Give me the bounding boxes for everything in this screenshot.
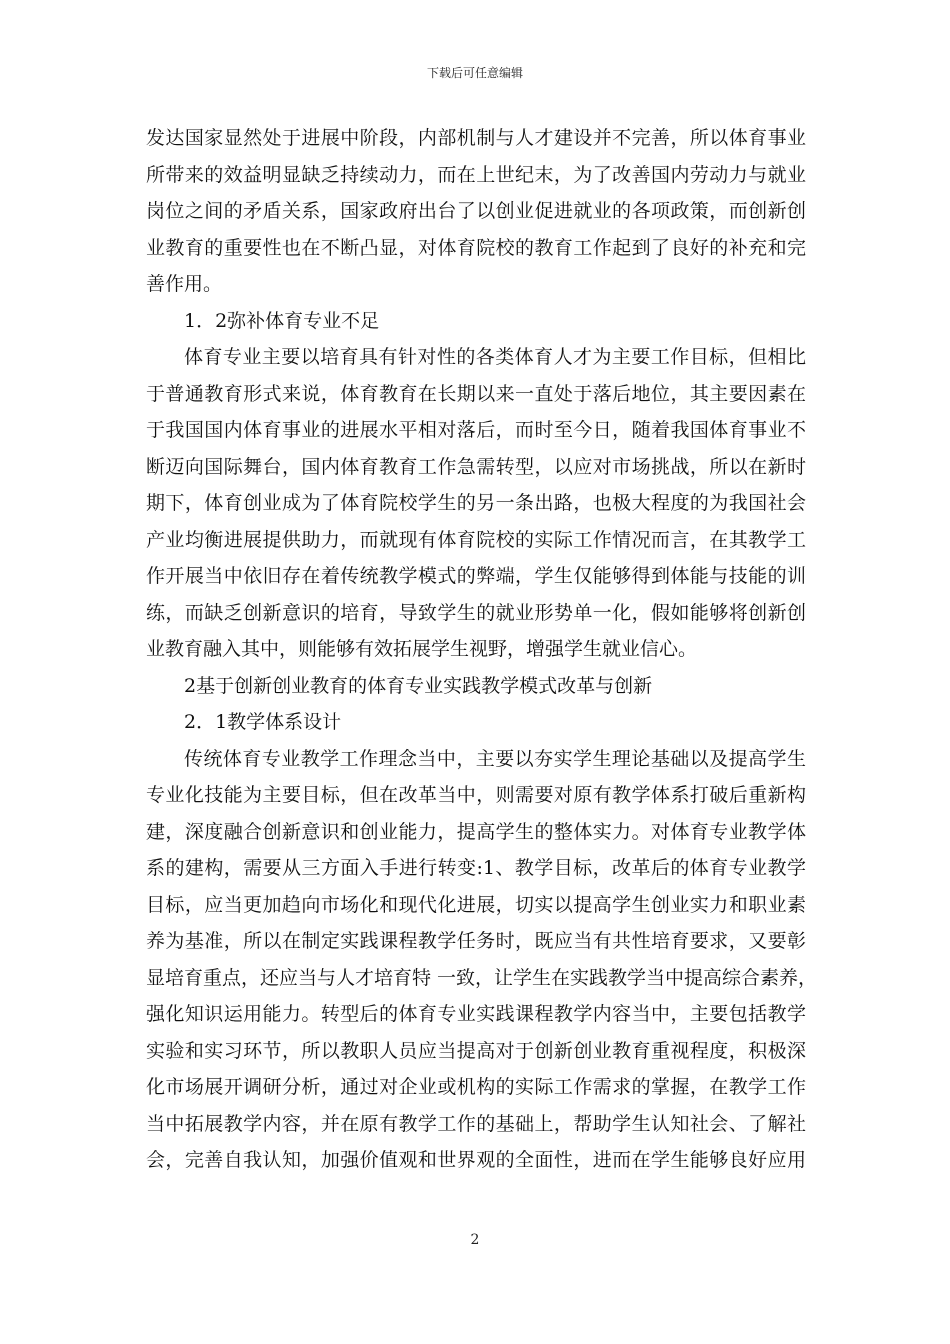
- text-line: 传统体育专业教学工作理念当中，主要以夯实学生理论基础以及提高学生: [184, 747, 806, 770]
- text-line: 建，深度融合创新意识和创业能力，提高学生的整体实力。对体育专业教学体: [146, 820, 806, 843]
- text-line: 实验和实习环节，所以教职人员应当提高对于创新创业教育重视程度，积极深: [146, 1039, 806, 1062]
- text-line: 断迈向国际舞台，国内体育教育工作急需转型，以应对市场挑战，所以在新时: [146, 455, 806, 478]
- text-line: 发达国家显然处于进展中阶段，内部机制与人才建设并不完善，所以体育事业: [146, 127, 806, 149]
- text-line: 体育专业主要以培育具有针对性的各类体育人才为主要工作目标，但相比: [184, 346, 806, 368]
- page-header: 下载后可任意编辑: [426, 66, 523, 80]
- document-body: [146, 120, 818, 1179]
- text-line: 产业均衡进展提供助力，而就现有体育院校的实际工作情况而言，在其教学工: [146, 528, 806, 551]
- text-line: 业教育融入其中，则能够有效拓展学生视野，增强学生就业信心。: [146, 638, 698, 660]
- text-line: 善作用。: [146, 273, 223, 295]
- text-line: 所带来的效益明显缺乏持续动力，而在上世纪末，为了改善国内劳动力与就业: [146, 163, 806, 186]
- text-line: 于普通教育形式来说，体育教育在长期以来一直处于落后地位，其主要因素在: [146, 382, 806, 405]
- text-line: 会，完善自我认知，加强价值观和世界观的全面性，进而在学生能够良好应用: [146, 1149, 806, 1171]
- text-line: 岗位之间的矛盾关系，国家政府出台了以创业促进就业的各项政策，而创新创: [146, 200, 806, 222]
- section-heading: 2基于创新创业教育的体育专业实践教学模式改革与创新: [184, 674, 653, 697]
- text-line: 专业化技能为主要目标，但在改革当中，则需要对原有教学体系打破后重新构: [146, 784, 806, 806]
- text-line: 系的建构，需要从三方面入手进行转变:1、教学目标，改革后的体育专业教学: [146, 857, 806, 879]
- text-line: 练，而缺乏创新意识的培育，导致学生的就业形势单一化，假如能够将创新创: [146, 601, 806, 624]
- text-line: 显培育重点，还应当与人才培育特 一致，让学生在实践教学当中提高综合素养，: [146, 966, 818, 989]
- text-line: 当中拓展教学内容，并在原有教学工作的基础上，帮助学生认知社会、了解社: [146, 1112, 806, 1135]
- text-line: 养为基准，所以在制定实践课程教学任务时，既应当有共性培育要求，又要彰: [146, 930, 806, 952]
- text-line: 目标，应当更加趋向市场化和现代化进展，切实以提高学生创业实力和职业素: [146, 893, 806, 916]
- text-line: 作开展当中依旧存在着传统教学模式的弊端，学生仅能够得到体能与技能的训: [146, 565, 806, 587]
- page-number: 2: [470, 1232, 480, 1248]
- section-heading: 1．2弥补体育专业不足: [184, 309, 380, 332]
- text-line: 化市场展开调研分析，通过对企业或机构的实际工作需求的掌握，在教学工作: [146, 1076, 806, 1098]
- text-line: 强化知识运用能力。转型后的体育专业实践课程教学内容当中，主要包括教学: [146, 1003, 806, 1025]
- text-line: 期下，体育创业成为了体育院校学生的另一条出路，也极大程度的为我国社会: [146, 492, 806, 514]
- text-line: 于我国国内体育事业的进展水平相对落后，而时至今日，随着我国体育事业不: [146, 419, 806, 441]
- section-heading: 2．1教学体系设计: [184, 711, 342, 733]
- text-line: 业教育的重要性也在不断凸显，对体育院校的教育工作起到了良好的补充和完: [146, 236, 806, 259]
